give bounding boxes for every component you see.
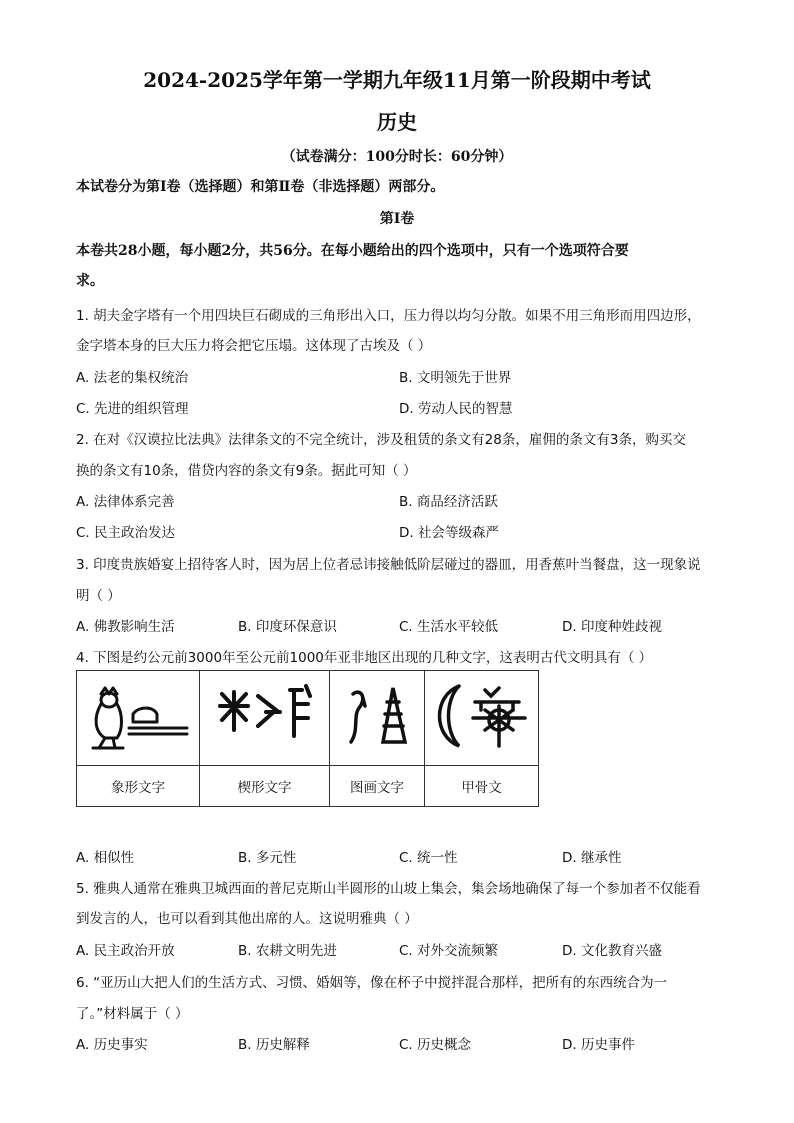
- q4-option-d: D. 继承性: [562, 850, 622, 866]
- q1-option-d: D. 劳动人民的智慧: [399, 401, 513, 417]
- q4-stem-line-1: 4. 下图是约公元前3000年至公元前1000年亚非地区出现的几种文字，这表明古代文明具有（ ）: [76, 650, 653, 666]
- oracle-bone-image: [425, 671, 539, 766]
- script-label-cuneiform: 楔形文字: [200, 766, 330, 807]
- q5-stem-line-2: 到发言的人，也可以看到其他出席的人。这说明雅典（ ）: [76, 911, 418, 927]
- script-label-pictograph: 图画文字: [330, 766, 425, 807]
- q2-option-d: D. 社会等级森严: [399, 525, 499, 541]
- q2-stem-line-1: 2. 在对《汉谟拉比法典》法律条文的不完全统计，涉及租赁的条文有28条，雇佣的条文有3条，购买交: [76, 432, 686, 448]
- q4-option-c: C. 统一性: [399, 850, 458, 866]
- q1-option-b: B. 文明领先于世界: [399, 370, 512, 386]
- q4-option-b: B. 多元性: [238, 850, 297, 866]
- exam-title: 2024-2025学年第一学期九年级11月第一阶段期中考试: [143, 68, 651, 92]
- q1-option-c: C. 先进的组织管理: [76, 401, 189, 417]
- owl-hieroglyph-icon: [83, 676, 193, 756]
- q6-stem-line-1: 6. “亚历山大把人们的生活方式、习惯、婚姻等，像在杯子中搅拌混合那样，把所有的东西统合为一: [76, 975, 668, 991]
- script-label-hieroglyph: 象形文字: [77, 766, 200, 807]
- q5-option-d: D. 文化教育兴盛: [562, 943, 662, 959]
- instructions-line-2: 求。: [76, 273, 104, 289]
- cuneiform-image: [200, 671, 330, 766]
- q2-option-b: B. 商品经济活跃: [399, 494, 498, 510]
- q5-option-c: C. 对外交流频繁: [399, 943, 499, 959]
- q1-stem-line-2: 金字塔本身的巨大压力将会把它压塌。这体现了古埃及（ ）: [76, 338, 432, 354]
- pictograph-glyphs-icon: [337, 676, 417, 756]
- q6-option-d: D. 历史事件: [562, 1037, 635, 1053]
- q6-stem-line-2: 了。”材料属于（ ）: [76, 1006, 189, 1022]
- q3-option-d: D. 印度种姓歧视: [562, 619, 662, 635]
- q2-stem-line-2: 换的条文有10条，借贷内容的条文有9条。据此可知（ ）: [76, 463, 417, 479]
- section-title: 第Ⅰ卷: [379, 211, 415, 227]
- q5-stem-line-1: 5. 雅典人通常在雅典卫城西面的普尼克斯山半圆形的山坡上集会，集会场地确保了每一个参加者不仅能看: [76, 881, 701, 897]
- oracle-bone-glyphs-icon: [429, 676, 534, 756]
- q3-option-a: A. 佛教影响生活: [76, 619, 175, 635]
- q1-option-a: A. 法老的集权统治: [76, 370, 189, 386]
- q1-stem-line-1: 1. 胡夫金字塔有一个用四块巨石砌成的三角形出入口，压力得以均匀分散。如果不用三角形而用四边形，: [76, 308, 701, 324]
- q5-option-a: A. 民主政治开放: [76, 943, 175, 959]
- ancient-scripts-table: [76, 670, 539, 807]
- q6-option-c: C. 历史概念: [399, 1037, 472, 1053]
- q4-option-a: A. 相似性: [76, 850, 135, 866]
- instructions-line-1: 本卷共28小题，每小题2分，共56分。在每小题给出的四个选项中，只有一个选项符合要: [76, 243, 629, 259]
- q3-option-c: C. 生活水平较低: [399, 619, 499, 635]
- cuneiform-glyphs-icon: [210, 676, 320, 756]
- q3-stem-line-2: 明（ ）: [76, 588, 121, 604]
- q2-option-c: C. 民主政治发达: [76, 525, 176, 541]
- q3-option-b: B. 印度环保意识: [238, 619, 337, 635]
- q6-option-a: A. 历史事实: [76, 1037, 148, 1053]
- q6-option-b: B. 历史解释: [238, 1037, 310, 1053]
- exam-meta: （试卷满分：100分时长：60分钟）: [281, 149, 513, 165]
- q3-stem-line-1: 3. 印度贵族婚宴上招待客人时，因为居上位者忌讳接触低阶层碰过的器皿，用香蕉叶当餐盘，这一现象说: [76, 557, 701, 573]
- subject-title: 历史: [377, 110, 417, 134]
- q5-option-b: B. 农耕文明先进: [238, 943, 337, 959]
- exam-intro: 本试卷分为第Ⅰ卷（选择题）和第Ⅱ卷（非选择题）两部分。: [76, 179, 445, 195]
- pictograph-image: [330, 671, 425, 766]
- script-label-oracle-bone: 甲骨文: [425, 766, 539, 807]
- q2-option-a: A. 法律体系完善: [76, 494, 175, 510]
- hieroglyph-image: [77, 671, 200, 766]
